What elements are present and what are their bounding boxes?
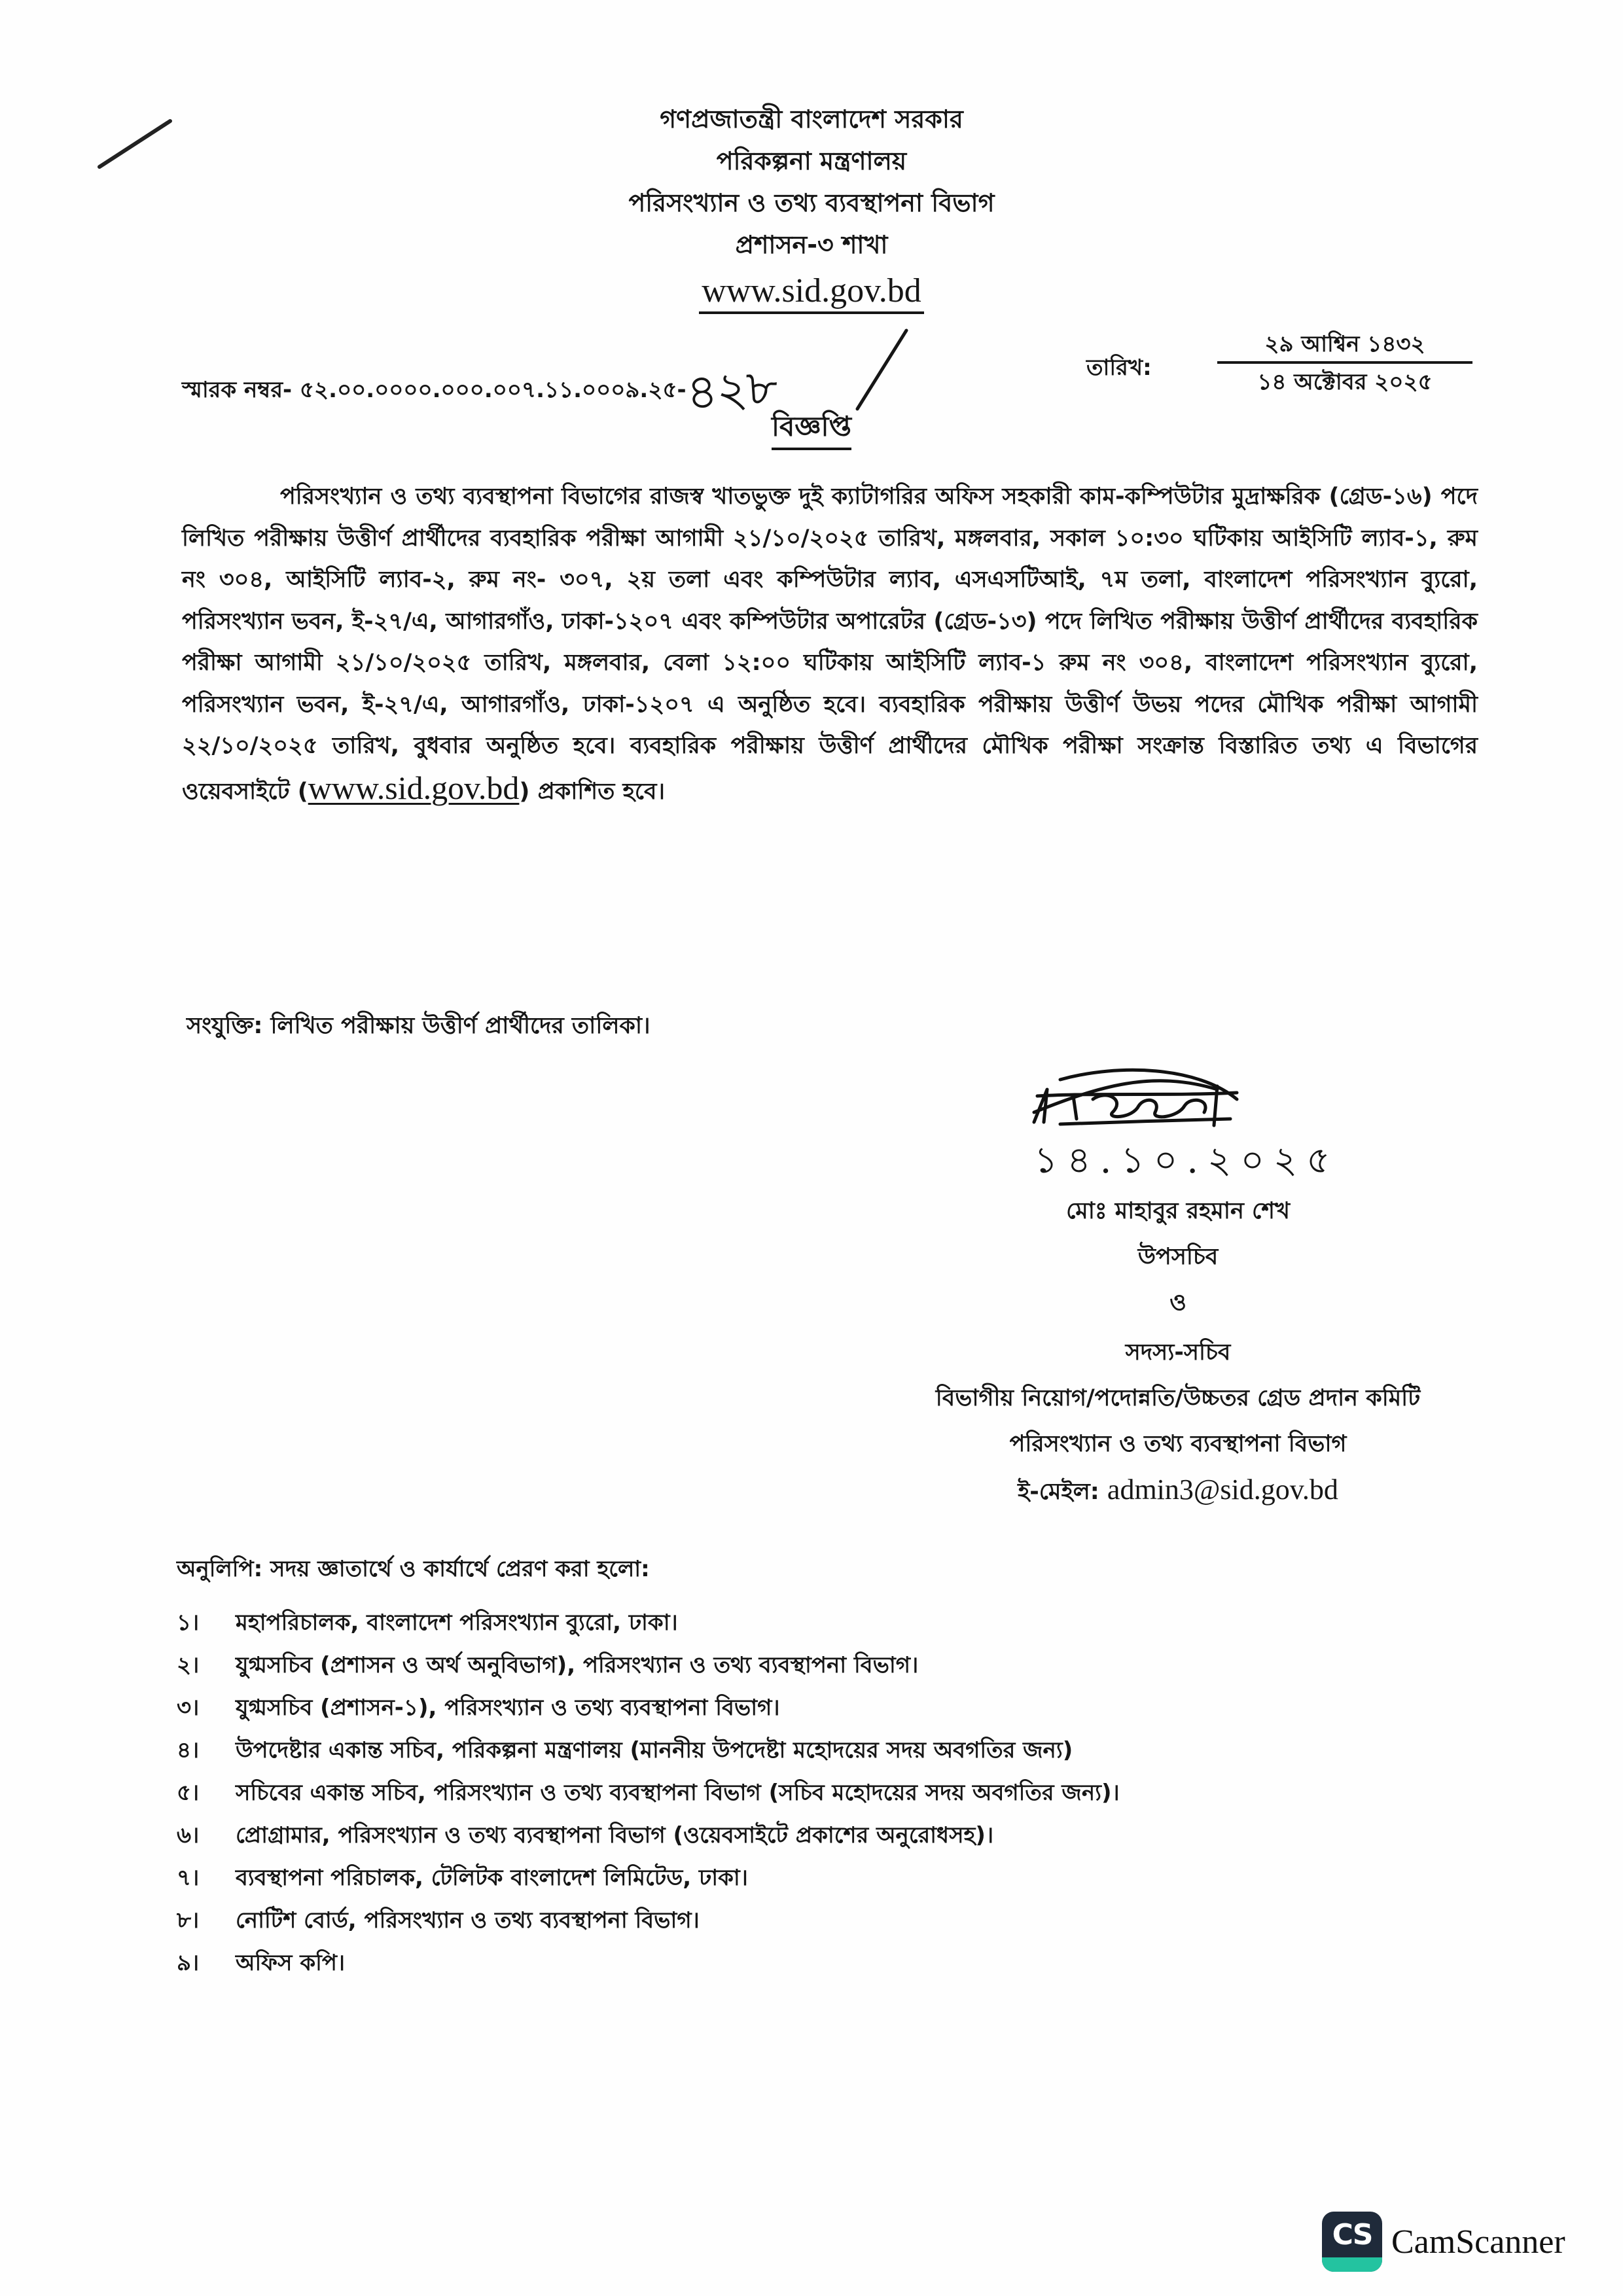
- item-text: যুগ্মসচিব (প্রশাসন ও অর্থ অনুবিভাগ), পরিসংখ্যান ও তথ্য ব্যবস্থাপনা বিভাগ।: [236, 1652, 919, 1678]
- date-bengali: ২৯ আশ্বিন ১৪৩২: [1217, 327, 1472, 364]
- notice-paragraph-part2: ) প্রকাশিত হবে।: [519, 778, 665, 805]
- item-text: যুগ্মসচিব (প্রশাসন-১), পরিসংখ্যান ও তথ্য ব্যবস্থাপনা বিভাগ।: [236, 1695, 780, 1721]
- signatory-committee: বিভাগীয় নিয়োগ/পদোন্নতি/উচ্চতর গ্রেড প্রদান কমিটি: [935, 1385, 1421, 1411]
- signatory-email-line: [870, 1467, 1486, 1515]
- memo-code: ৫২.০০.০০০০.০০০.০০৭.১১.০০০৯.২৫-: [299, 377, 687, 403]
- notice-title: [0, 406, 1623, 450]
- item-number: ৩।: [177, 1695, 200, 1721]
- copy-list-item: [177, 1772, 1486, 1814]
- notice-title-text: বিজ্ঞপ্তি: [772, 406, 851, 450]
- signatory-role: সদস্য-সচিব: [1125, 1339, 1231, 1366]
- header-website-link[interactable]: www.sid.gov.bd: [699, 271, 924, 314]
- item-text: ব্যবস্থাপনা পরিচালক, টেলিটক বাংলাদেশ লিমিটেড, ঢাকা।: [236, 1865, 748, 1891]
- signatory-designation: উপসচিব: [1137, 1244, 1219, 1270]
- handwritten-slash-mark: [851, 327, 910, 412]
- signature-date: ১৪.১০.২০২৫: [1034, 1139, 1340, 1182]
- signatory-block: [870, 1165, 1486, 1515]
- copy-list-item: [177, 1687, 1486, 1729]
- item-number: ৮।: [177, 1907, 200, 1934]
- ministry-name: পরিকল্পনা মন্ত্রণালয়: [716, 147, 907, 175]
- copy-list-item: [177, 1644, 1486, 1687]
- item-text: নোটিশ বোর্ড, পরিসংখ্যান ও তথ্য ব্যবস্থাপনা বিভাগ।: [236, 1907, 700, 1934]
- email-link[interactable]: admin3@sid.gov.bd: [1107, 1474, 1338, 1506]
- item-number: ৯।: [177, 1950, 200, 1976]
- logo-letters: CS: [1332, 2218, 1372, 2252]
- date-fraction: [1217, 327, 1472, 400]
- date-gregorian: ১৪ অক্টোবর ২০২৫: [1257, 369, 1433, 395]
- item-number: ৭।: [177, 1865, 200, 1891]
- memo-handwritten-suffix: ৪২৮: [684, 359, 779, 421]
- body-website-link[interactable]: www.sid.gov.bd: [308, 769, 520, 806]
- camscanner-watermark: [1322, 2212, 1565, 2272]
- copy-list-item: [177, 1602, 1486, 1644]
- letterhead: [0, 98, 1623, 314]
- email-label: ই-মেইল:: [1018, 1479, 1099, 1505]
- attachment-note: সংযুক্তি: লিখিত পরীক্ষায় উত্তীর্ণ প্রার্থীদের তালিকা।: [187, 1013, 651, 1039]
- signatory-name: মোঃ মাহাবুর রহমান শেখ: [1066, 1198, 1290, 1224]
- copy-heading: অনুলিপি: সদয় জ্ঞাতার্থে ও কার্যার্থে প্রেরণ করা হলো:: [177, 1556, 650, 1582]
- notice-paragraph-part1: পরিসংখ্যান ও তথ্য ব্যবস্থাপনা বিভাগের রাজস্ব খাতভুক্ত দুই ক্যাটাগরির অফিস সহকারী কাম-কম্পিউটার মুদ্রাক্ষরিক (গ্রেড-১৬) পদে লিখিত পরীক্ষায় উত্তীর্ণ প্রার্থীদের ব্যবহারিক পরীক্ষা আগামী ২১/১০/২০২৫ তারিখ, মঙ্গলবার, সকাল ১০:৩০ ঘটিকায় আইসিটি ল্যাব-১, রুম নং ৩০৪, আইসিটি ল্যাব-২, রুম নং- ৩০৭, ২য় তলা এবং কম্পিউটার ল্যাব, এসএসটিআই, ৭ম তলা, বাংলাদেশ পরিসংখ্যান ব্যুরো, পরিসংখ্যান ভবন, ই-২৭/এ, আগারগাঁও, ঢাকা-১২০৭ এবং কম্পিউটার অপারেটর (গ্রেড-১৩) পদে লিখিত পরীক্ষায় উত্তীর্ণ প্রার্থীদের ব্যবহারিক পরীক্ষা আগামী ২১/১০/২০২৫ তারিখ, মঙ্গলবার, বেলা ১২:০০ ঘটিকায় আইসিটি ল্যাব-১ রুম নং ৩০৪, বাংলাদেশ পরিসংখ্যান ব্যুরো, পরিসংখ্যান ভবন, ই-২৭/এ, আগারগাঁও, ঢাকা-১২০৭ এ অনুষ্ঠিত হবে। ব্যবহারিক পরীক্ষায় উত্তীর্ণ উভয় পদের মৌখিক পরীক্ষা আগামী ২২/১০/২০২৫ তারিখ, বুধবার অনুষ্ঠিত হবে। ব্যবহারিক পরীক্ষায় উত্তীর্ণ প্রার্থীদের মৌখিক পরীক্ষা সংক্রান্ত বিস্তারিত তথ্য এ বিভাগের ওয়েবসাইটে (: [182, 484, 1478, 805]
- logo-accent-band: [1322, 2257, 1382, 2272]
- camscanner-wordmark: CamScanner: [1391, 2223, 1565, 2261]
- signatory-conjunction: ও: [1169, 1290, 1186, 1316]
- notice-paragraph: [182, 476, 1478, 813]
- handwritten-signature: [1021, 1060, 1270, 1132]
- item-number: ৪।: [177, 1737, 200, 1763]
- item-text: সচিবের একান্ত সচিব, পরিসংখ্যান ও তথ্য ব্যবস্থাপনা বিভাগ (সচিব মহোদয়ের সদয় অবগতির জন্য)।: [236, 1780, 1120, 1806]
- copy-list-item: [177, 1857, 1486, 1899]
- copy-list-item: [177, 1942, 1486, 1985]
- copy-list-item: [177, 1814, 1486, 1857]
- branch-name: প্রশাসন-৩ শাখা: [735, 230, 888, 259]
- copy-list: [177, 1602, 1486, 1985]
- item-text: উপদেষ্টার একান্ত সচিব, পরিকল্পনা মন্ত্রণালয় (মাননীয় উপদেষ্টা মহোদয়ের সদয় অবগতির জন্য): [236, 1737, 1073, 1763]
- item-number: ১।: [177, 1610, 200, 1636]
- signatory-division: পরিসংখ্যান ও তথ্য ব্যবস্থাপনা বিভাগ: [1009, 1431, 1347, 1457]
- memo-label: স্মারক নম্বর-: [182, 377, 293, 403]
- item-text: অফিস কপি।: [236, 1950, 346, 1976]
- date-label: তারিখ:: [1086, 355, 1152, 381]
- notice-body: [182, 476, 1478, 813]
- copy-list-item: [177, 1899, 1486, 1942]
- division-name: পরিসংখ্যান ও তথ্য ব্যবস্থাপনা বিভাগ: [628, 188, 995, 217]
- copy-list-item: [177, 1729, 1486, 1772]
- camscanner-logo-icon: [1322, 2212, 1382, 2272]
- item-number: ২।: [177, 1652, 200, 1678]
- item-number: ৫।: [177, 1780, 200, 1806]
- item-text: প্রোগ্রামার, পরিসংখ্যান ও তথ্য ব্যবস্থাপনা বিভাগ (ওয়েবসাইটে প্রকাশের অনুরোধসহ)।: [236, 1822, 994, 1848]
- copy-distribution: [177, 1549, 1486, 1985]
- government-name: গণপ্রজাতন্ত্রী বাংলাদেশ সরকার: [660, 105, 963, 133]
- item-text: মহাপরিচালক, বাংলাদেশ পরিসংখ্যান ব্যুরো, ঢাকা।: [236, 1610, 678, 1636]
- item-number: ৬।: [177, 1822, 200, 1848]
